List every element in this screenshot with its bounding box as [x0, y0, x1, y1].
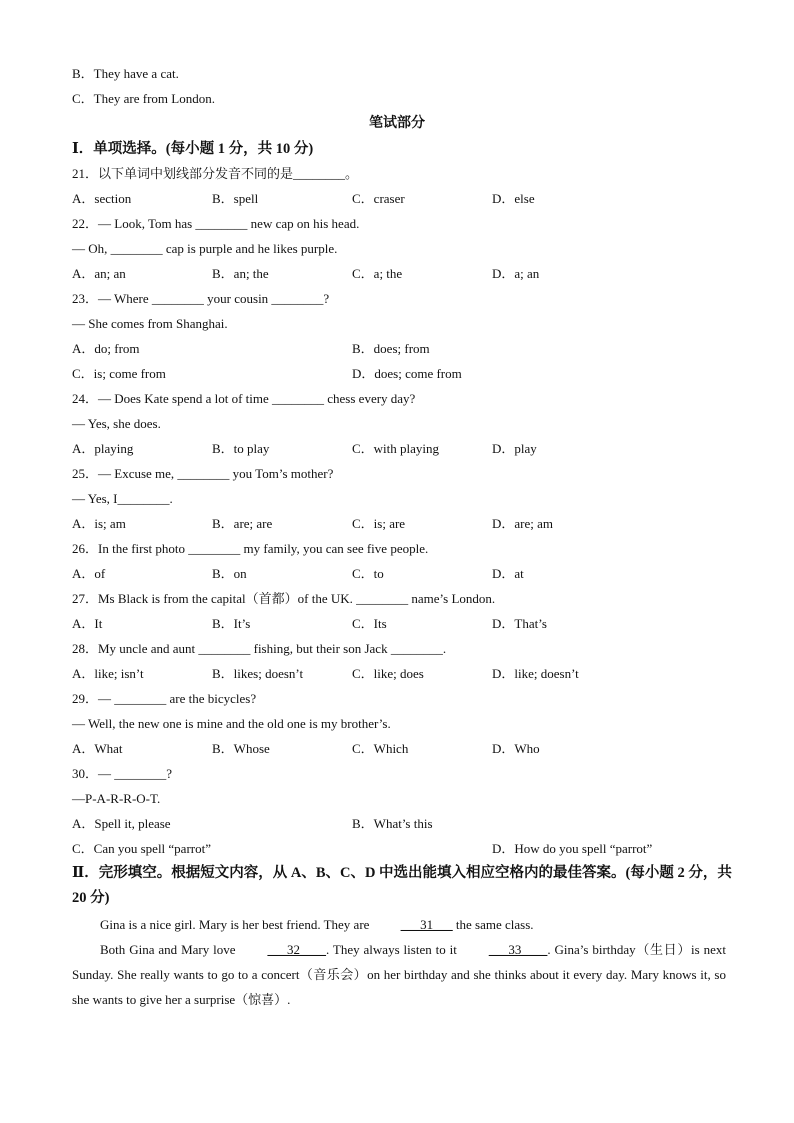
passage-text: . Gina’s birthday（生日）is next Sunday. She really wants to go to a concert（音乐会）on her birthday and she thinks about it every day. Mary knows it, so she wants to give her a surprise（惊喜）.: [72, 942, 726, 1007]
q24-option-b: B．to play: [212, 441, 270, 456]
q27-option-a: A．It: [72, 616, 103, 631]
q26-option-d: D．at: [492, 566, 524, 581]
q29-option-c: C．Which: [352, 741, 409, 756]
q30-line2: —P-A-R-R-O-T.: [72, 791, 161, 806]
q28-option-a: A．like; isn’t: [72, 666, 144, 681]
q22-option-b: B．an; the: [212, 266, 269, 281]
top-option-b: B．They have a cat.: [72, 66, 179, 81]
q24-line2: — Yes, she does.: [72, 416, 161, 431]
q26-option-c: C．to: [352, 566, 384, 581]
q23-option-d: D．does; come from: [352, 366, 462, 381]
q21-option-b: B．spell: [212, 191, 259, 206]
q21-option-d: D．else: [492, 191, 535, 206]
q24-option-c: C．with playing: [352, 441, 440, 456]
q24-stem: 24．— Does Kate spend a lot of time ________ chess every day?: [72, 391, 416, 406]
q25-option-c: C．is; are: [352, 516, 406, 531]
blank-33: ___33____: [488, 942, 548, 957]
q23-option-b: B．does; from: [352, 341, 430, 356]
q24-option-d: D．play: [492, 441, 537, 456]
q22-option-a: A．an; an: [72, 266, 126, 281]
q25-option-b: B．are; are: [212, 516, 273, 531]
q26-option-a: A．of: [72, 566, 106, 581]
passage-paragraph-2: [72, 937, 726, 1012]
q27-stem: 27．Ms Black is from the capital（首都）of the UK. ________ name’s London.: [72, 591, 496, 606]
q30-option-a: A．Spell it, please: [72, 816, 171, 831]
blank-31: ___31___: [400, 917, 453, 932]
passage-text: . They always listen to it: [325, 942, 461, 957]
blank-32: ___32____: [267, 942, 326, 957]
q28-option-b: B．likes; doesn’t: [212, 666, 304, 681]
q23-option-c: C．is; come from: [72, 366, 166, 381]
q23-line2: — She comes from Shanghai.: [72, 316, 228, 331]
passage-text: the same class.: [452, 917, 534, 932]
q23-stem: 23．— Where ________ your cousin ________?: [72, 291, 330, 306]
passage-paragraph-1: [72, 912, 726, 937]
q29-option-a: A．What: [72, 741, 123, 756]
q26-stem: 26．In the first photo ________ my family, you can see five people.: [72, 541, 429, 556]
q28-option-d: D．like; doesn’t: [492, 666, 579, 681]
q29-line2: — Well, the new one is mine and the old one is my brother’s.: [72, 716, 391, 731]
q22-option-c: C．a; the: [352, 266, 403, 281]
q24-option-a: A．playing: [72, 441, 134, 456]
q26-option-b: B．on: [212, 566, 247, 581]
passage-text: Both Gina and Mary love: [100, 942, 240, 957]
section-1-title: Ⅰ．单项选择。(每小题 1 分，共 10 分): [72, 141, 314, 157]
q29-stem: 29．— ________ are the bicycles?: [72, 691, 257, 706]
top-option-c: C．They are from London.: [72, 91, 215, 106]
q25-stem: 25．— Excuse me, ________ you Tom’s mother?: [72, 466, 334, 481]
q28-option-c: C．like; does: [352, 666, 424, 681]
q27-option-b: B．It’s: [212, 616, 251, 631]
q27-option-d: D．That’s: [492, 616, 547, 631]
q30-option-c: C．Can you spell “parrot”: [72, 841, 211, 856]
q28-stem: 28．My uncle and aunt ________ fishing, but their son Jack ________.: [72, 641, 447, 656]
q23-option-a: A．do; from: [72, 341, 140, 356]
q30-option-b: B．What’s this: [352, 816, 433, 831]
q30-stem: 30．— ________?: [72, 766, 173, 781]
q21-option-a: A．section: [72, 191, 132, 206]
q29-option-d: D．Who: [492, 741, 540, 756]
q22-option-d: D．a; an: [492, 266, 540, 281]
q27-option-c: C．Its: [352, 616, 387, 631]
q25-line2: — Yes, I________.: [72, 491, 173, 506]
q22-line2: — Oh, ________ cap is purple and he likes purple.: [72, 241, 338, 256]
q30-option-d: D．How do you spell “parrot”: [492, 841, 653, 856]
written-part-heading: 笔试部分: [369, 116, 425, 131]
passage-text: Gina is a nice girl. Mary is her best friend. They are: [100, 917, 373, 932]
q21-option-c: C．craser: [352, 191, 405, 206]
q21-stem: 21．以下单词中划线部分发音不同的是________。: [72, 166, 359, 181]
q25-option-a: A．is; am: [72, 516, 126, 531]
q29-option-b: B．Whose: [212, 741, 270, 756]
section-2-title: Ⅱ．完形填空。根据短文内容，从 A、B、C、D 中选出能填入相应空格内的最佳答案。(每小题 2 分，共 20 分): [72, 865, 732, 906]
q25-option-d: D．are; am: [492, 516, 554, 531]
q22-stem: 22．— Look, Tom has ________ new cap on his head.: [72, 216, 360, 231]
